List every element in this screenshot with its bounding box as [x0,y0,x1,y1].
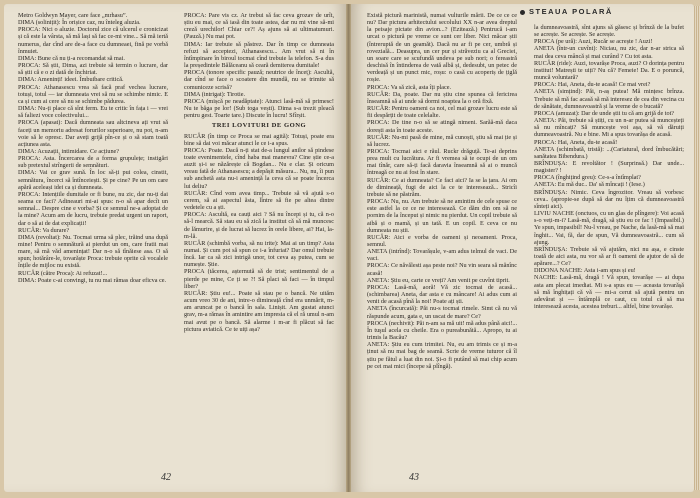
text-paragraph: PROCA: Nu, nu. Am trebuie să ne amintim de cele spuse ce este astfel la ce ce ne interesează. Ce dăm din om să ne pornim de la început și nimic nu pierdut. Un copil trebuie să aibă și o mamă, și un tată. E un copil. E ceva ce nu dumneata nu știi. [367,198,517,234]
text-paragraph: ANETA: Păi, trebuie să știți, cu un n-ar putea să munceșteți să nu mîncați? Să muncește voi așa, să vă dăruiți dumneavoastră. Nu e bine. Mi a spus tovarășa de acasă. [534,117,684,139]
text-paragraph: RUCĂR: Va durare? [18,226,70,234]
text-paragraph: BRÎNDUȘA: Trebuie să vă ajutăm, nici nu așa, e cinste toată de aici asta, nu vor să ar fi oameni de ajutor de să de apărare...? Ce? [534,245,684,268]
text-paragraph: DIMA: Bune că nu ți-a recomandat să mai. [18,54,125,62]
right-page-column-1 [367,12,517,464]
text-paragraph: PROCA: Intențiile dumitale or fi bune, nu zic, dar nu-ți dai seama ce faci? Adineauri mi-ai spus: n-o să apar decît un semnal... Despre cine e vorba? Și ce semnul ne-a adoptat de la mine? Acum am de lucru, trebuie predat urgent un raport, dar o să ai de dat explicații! [18,190,168,227]
left-page [4,4,347,492]
text-paragraph: PROCA: Pare vis cz. Ar trebui să fac ceva grozav de urît, știu eu mai, ce să iasă din toate astea, dar nu mi vine să-mi creză urechilor! Chiar ce?! Aș ajuns să ai ultimatumuri. (Pauză.) Nu mai pot. [184,12,334,41]
text-paragraph: RUCĂR: Ce ai dumneata? Ce faci aici? Ia se la țara. Ai om de dimineață, fugi de aici la ce te interesează... Stricîi trebuie să ne păstrăm. [367,176,517,198]
text-paragraph: DIMA (revoltat): Nu. Tocmai urma să plec, trăind una după mine! Pentru o semnătură ai pierdut un om, care fratii mai mare, să mă văd amenințat! Dar n-o să tînăiese asa. O să spun; hotărâre-le, tovarăște Proca: trebuie oprite că vocalele înțile de mijloc nu există. [18,233,168,270]
page-number-left: 42 [161,472,171,483]
text-paragraph: RUCĂR: Nu-mi pasă de mine, mă cunoști, știu să mai ție și să lucrez. [367,133,517,148]
text-paragraph: ANETA: Știu eu, carte ce vreți? Am venit pe cuvînt tiprit. [367,276,510,284]
text-paragraph: RUCĂR: Cînd vom avea timp... Trebuie să vă ajută s-o cerem, să ai aspectul ăsta, lîntre să fie pe altea dintre vedetele cu a ști. [184,189,334,212]
text-paragraph: PROCA: Tocmai aici e răul. Ruckr drăguță. Te-ai deprins prea mult cu lucrătura. Ar fi vremea să te ocupi de un om mai tînăr, care să-ți facă daravia înseamnă să ai o muncă întreagă ce nu ai fost în stare. [367,147,517,177]
text-paragraph: PROCA (mișcă pe neadăptate): Atunci lasă-mă să primesc! Nu te băga pe lor! (Sub toga vești). Dima s-a trezit pleacă pentru gest. Toarte tare.) Discute în lucru! Sfîrșit. [184,97,334,120]
page-number-right: 43 [409,472,419,483]
text-paragraph: PROCA: Ascultă, ea cauți aici ? Să nu începi și tu, că n-o să-l mearcă. Să stau eu să zică la institut că să mă muncesc de lămurire, și de lucrat să lucrez în orele libere, ai? Hai, la-m-lă. [184,211,334,240]
text-paragraph: Metro Goldwyn Mayer, care face „mrhasu”. [18,12,128,19]
text-paragraph: DIMA: Acuzații, intimidare. Ce acțiune? [18,147,120,155]
text-paragraph: DIMA: Iar trebuie să păstrez. Dar în timp ce dumneata refuzi să acceptezi, Athanasescu... Am vrut să ni în întîmpinare în biroul tocmai cînd trebuie la telefon. S-a dus la președintele Bălăceanu să ceară demiterea dumitale! [184,40,334,70]
text-paragraph: LIVIU NACHE (onctuos, cu un glas de plîngere): Voi acasă s-o veți-m-i? Lasă-mă, dragă, să știu eu ce fac ! (Impasibil.) Ye spun, impasibil! Nu-l vreau, pe Nache, da lasă-mă să mai înghit... Vai, fă, dar de spun, Vă dumneavoastră... cum să ajung. [534,210,684,246]
text-paragraph: PROCA (nechivit): Păi n-am sa mă uit! mă adus până aici!... În tuşul acela cu cheile. Era o pureabunătă... Apropo, tu ai trimis la Bacău? [367,319,517,342]
text-paragraph: NACHE: Lasă-mă, dragă ! Vă spun, tovarășe — ai dupa asta am plecat imediat. Mi s-a spus eu — aceasta tovarășă să mă înghițați că vă — mi-a cerut să ajută pentru un adevărat și — întâmplă ce caut, cu totul că să ma interesează acesta, acestea treburi... altfel, bine tovarășe. [534,274,684,311]
text-paragraph: PROCA (amuzat): Dar de unde știi tu că am grijă de tot? [534,109,675,117]
text-paragraph: PROCA: Va să zică, asta îți place. [367,83,452,91]
text-paragraph: PROCA: Poate. Dacă n-ți stat de-a lungul anilor să pindese toate evenimentele, cînd haba mai manevra? Cine știe ce-a auzit și-i se năzărește că Bogdan... Nu e clar. Și oricum vreau fată de Athanasescu; a depășit măsura... Nu, nu, îi pun sub anchetă asta nu-i amenință la ceva că se poate încerca lui deliu? [184,146,334,190]
text-paragraph: PROCA: Lasă-mă, aoră! Vă zic tocmai de acasă... (schimbarea) Aneta, dar asta e cu mâncare! Ai adus cum ai venit de acasă pînă la noi! Poate ați ști. [367,283,517,306]
text-paragraph: la dumneavoastră, sînt ajuns să găsesc și brînză de la bufet se acrește. Se acrește. Se acrește. [534,24,684,39]
text-paragraph: DIMA (solinițit): În orișice caz, nu înteleg aluzia. [18,19,141,27]
left-page-column-1 [18,12,168,464]
text-paragraph: PROCA: Hai, Aneta, du-te acasă! Ce mai vrei? [534,81,651,89]
text-paragraph: ANETA (încurcată): Păi nu-s tocmai rimele. Simt că nu vă răspunde acum, gata e, un uscat de mare? Ce? [367,305,517,320]
text-paragraph: RUCĂR: Pentru oameni ca noi, cel mai grozav lucru este să fii despărțit de toate celelalte. [367,105,517,120]
text-paragraph: Există pictură marinistă, numai vulturile mării. De ce ce ce nu? Dar pictura arhitectului secolului XX n-ar avea dreptul la peisaje pictate din avion...? (Ezitează.) Pentrucă i-am urcat o pictură pe vreme ce sunt cer liber. Nici măcar știi (întreruptă de un geamăt). Dacă nu ar fi pe cer, umbră și rovezială... Deasupra, un cer pur și străveziu ca al Greciei, un soare care se scufundă undeva pe sub nori; o fereastră deschisă în întinderea de vată albă și, dedesubt, un petec de verdeață și un punct mic, roșu: o casă cu acoperiș de țiglă roșie. [367,12,517,84]
text-paragraph: PROCA: Ce năvălesti așa peste noi? Nu vin seara să mănînc acasă! [367,262,517,277]
text-paragraph: BRÎNDUȘA: Nimic. Ceva îngrozitor. Vreau să vorbesc ceva.. (apropie-se după să dar nu îțim că dumneavoastră sînteți aici). [534,188,684,210]
text-paragraph: ANETA (intrînd): Tovarășule, v-am adus telmul de vaci. De vaci. [367,248,517,263]
text-paragraph: ANETA (într-un cuvînt): Niciau, nu zic, dar n-ar strica să mai dea ceva mâncă și mai curând ? Cu tot asta. [534,45,684,60]
text-paragraph: PROCA: De tine n-o să se atingă nimeni. Sarăă-mă daca dorești asta în toate aceste. [367,119,517,134]
text-paragraph: PROCA: Să știi, Dima, azi trebuie să termin o lucrare, dar să știi că e o zi dată de închiriat. [18,62,168,77]
text-paragraph: PROCA: Asta. Încercarea de a forma grupulețe; instigări sub pretextul strîngerii de semnături. [18,155,168,170]
text-paragraph: PROCA (înghițind greu): Ce-s-a întîmplat? [534,174,641,182]
text-paragraph: PROCA: Nici o aluzie. Doctorul zice că ulcerul e cronicizat și că este la vârsta, să mă lași să fac ce-mi vine... Să mă iertă numerus, dar cînd are de-a face cu dumneaei, fină pe vorbă înmuiet. [18,26,168,55]
text-paragraph: TREI LOVITURI DE GONG [211,122,307,130]
text-paragraph: RUCĂR (către Proca): Ai refuzat!... [18,269,108,277]
text-paragraph: PROCA: Hai, Aneta, du-te acasă! [534,138,618,146]
text-paragraph: RUCĂR (schimbă vorba, să nu irite): Mai ai un timp? Asta numai. Și cum pot să spun ce i-a înfuriat? Dar omul trebuie încă. Iar ca să zici intrigă unor, tot ceva aș putea, cum se numește. Știe. [184,239,334,269]
text-paragraph: ANETA: Știu eu cum trimitei. Nu, eu am trimis ce și m-a ținut să nu mai bag de seamă. Scrie de vreme tuturor că îl știu pe fătul a luat din noi. Și-o fi putând să mai chip acum pe cei mai mici (începe să plîngă). [367,341,517,370]
text-paragraph: PROCA: Athanasescu vrea să facă praf vechea lucrare, totuși, totul — iar dumneata vrei să nu se schimbe nimic. E ca și cum ai cere să nu se schimbe pădurea. [18,83,168,105]
text-paragraph: ANETA: Eu mă duc.. Da' să mîncați ! (Iese.) [534,181,645,189]
text-paragraph: ANETA (simțind): Păi, n-aș putea! Mă mințesc brînza. Trebuie să mă fac acasă să mă interesez de cea din vecina cu de sănătate, dumneavoastră și la vreme de o bucată? [534,88,684,110]
text-paragraph: RUCĂR: Da, poate. Dar nu știu cine spunea că fericirea înseamnă să ai unde să dormi noaptea la o oră fixă. [367,90,517,105]
bullet-icon [520,10,525,15]
running-title: STEAUA POLARĂ [529,7,613,16]
text-paragraph: RUCĂR: Aici e vorba de oameni și neoameni. Proca, semnul. [367,233,517,248]
text-paragraph: PROCA (tăcerea, așternută să de trist; sentimentul de a pierde pe mine, Ce ți se ?! Să placi să faci — în timpul liber? [184,268,334,290]
text-paragraph: PROCA (tonore specific pauză; neutrice de înceț): Ascultă, dar cînd se face o scoatere din mundă, nu se trimite să comuniceze scrisă? [184,69,334,91]
text-paragraph: DIMA (intrigat): Tirotie. [184,90,246,98]
text-paragraph: RUCĂR (în timp ce Proca se mai agită): Totuși, poate era bine să dai voi măcar atunci le ce i-a spus. [184,132,334,147]
right-page [351,4,694,492]
text-paragraph: BRÎNDUȘA: E revoltător ! (Surprinsă.) Dar unde... magister? ! [534,159,684,175]
text-paragraph: ANETA (schimbată, tristă): ...(Cariatural, dord îmbucătări; sanătatea Bibendura.) [534,145,684,160]
page-edges [694,6,700,490]
text-paragraph: DIDONA NACHE: Asta i-am spus și eu! [534,267,636,275]
text-paragraph: DIMA: Ameninți! ideei. Îmbuibare critică. [18,76,124,84]
text-paragraph: PROCA (pe ură): Auzi, Rucăr se acrește ! Auzi! [534,38,653,46]
text-paragraph: RUCĂR (ride): Auzi, tovarășe Proca, auzi? O dorința pentru institut! Matrești te uiți? Nu că? Femeie! Da. E o poruncă, muncă voluntară? [534,59,684,82]
text-paragraph: DIMA: Poate c-ai convingi, tu nu mai rămas doar eficva ce. [18,276,167,284]
text-paragraph: DIMA: Vai ce grav sună. În loc să-ți pui colea, cinstit, semnătura, încerci să întînceiești. Și pe cine? Pe un om care apără aceleași idei ca și dumneata. [18,169,168,191]
running-header [520,7,613,16]
text-paragraph: RUCĂR: Știu eu!... Poate să stau pe o bancă. Ne uităm acum vreo 30 de ani, intre-o dimineață cînd era unmărit, m-am aruncat pe o bancă în sala. Linișit. Am gustat atunci grav, m-a rămas în amintire am impresia că el ră umul n-am mai avut pe o bancă. Să alarme i m-ar fi plăcut să fac pictura aviatică. Ce te uiți așa? [184,289,334,333]
text-paragraph: PROCA (apasat): Dacă dumneata sau altcineva ați vrut să faceți un memoriu adresat forurilor superioare, nu pot, n-am voie să le opresc. Dar aveți grijă pîn-ce și o să stam toată acțiunea asta. [18,119,168,148]
left-page-column-2 [184,12,334,464]
text-paragraph: DIMA: Nu-ți place că sînt ferm. Eu te critic în fața i — vrei să faliezi voce colectivului... [18,105,168,120]
right-page-column-2 [534,24,684,464]
